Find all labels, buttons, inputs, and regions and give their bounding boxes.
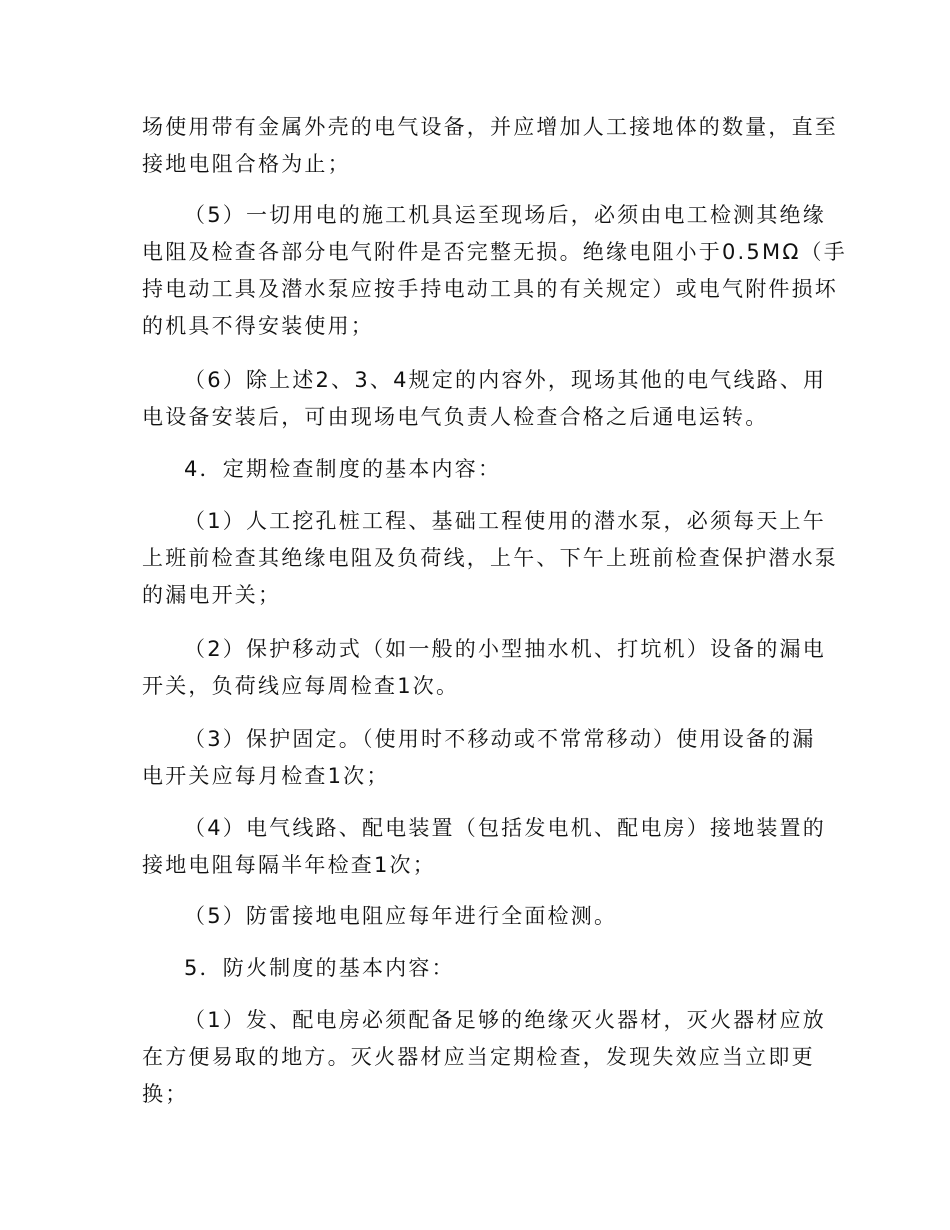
text-line: 在方便易取的地方。灭火器材应当定期检查，发现失效应当立即更 xyxy=(142,1045,815,1069)
text-line: 接地电阻每隔半年检查1次； xyxy=(142,853,436,877)
text-line: 电阻及检查各部分电气附件是否完整无损。绝缘电阻小于0.5MΩ（手 xyxy=(142,240,847,264)
text-line: 的漏电开关； xyxy=(142,583,282,607)
text-line: 的机具不得安装使用； xyxy=(142,314,374,338)
text-line: （6）除上述2、3、4规定的内容外，现场其他的电气线路、用 xyxy=(184,368,827,392)
text-line: 持电动工具及潜水泵应按手持电动工具的有关规定）或电气附件损坏 xyxy=(142,277,838,301)
text-line: （1）人工挖孔桩工程、基础工程使用的潜水泵，必须每天上午 xyxy=(184,509,826,533)
text-line: （1）发、配电房必须配备足够的绝缘灭火器材，灭火器材应放 xyxy=(184,1008,826,1032)
text-line: （2）保护移动式（如一般的小型抽水机、打坑机）设备的漏电 xyxy=(184,637,826,661)
heading-text: 5．防火制度的基本内容： xyxy=(184,956,455,980)
text-line: 接地电阻合格为止； xyxy=(142,152,351,176)
text-line: 场使用带有金属外壳的电气设备，并应增加人工接地体的数量，直至 xyxy=(142,115,838,139)
text-line: （5）防雷接地电阻应每年进行全面检测。 xyxy=(184,904,618,928)
text-line: 电设备安装后，可由现场电气负责人检查合格之后通电运转。 xyxy=(142,405,769,429)
text-line: 换； xyxy=(142,1082,189,1106)
text-line: （3）保护固定。（使用时不移动或不常常移动）使用设备的漏 xyxy=(184,727,816,751)
text-line: 上班前检查其绝缘电阻及负荷线，上午、下午上班前检查保护潜水泵 xyxy=(142,546,838,570)
text-line: （4）电气线路、配电装置（包括发电机、配电房）接地装置的 xyxy=(184,816,826,840)
text-line: 电开关应每月检查1次； xyxy=(142,764,390,788)
text-line: （5）一切用电的施工机具运至现场后，必须由电工检测其绝缘 xyxy=(184,203,826,227)
text-line: 开关，负荷线应每周检查1次。 xyxy=(142,674,460,698)
heading-text: 4．定期检查制度的基本内容： xyxy=(184,457,502,481)
